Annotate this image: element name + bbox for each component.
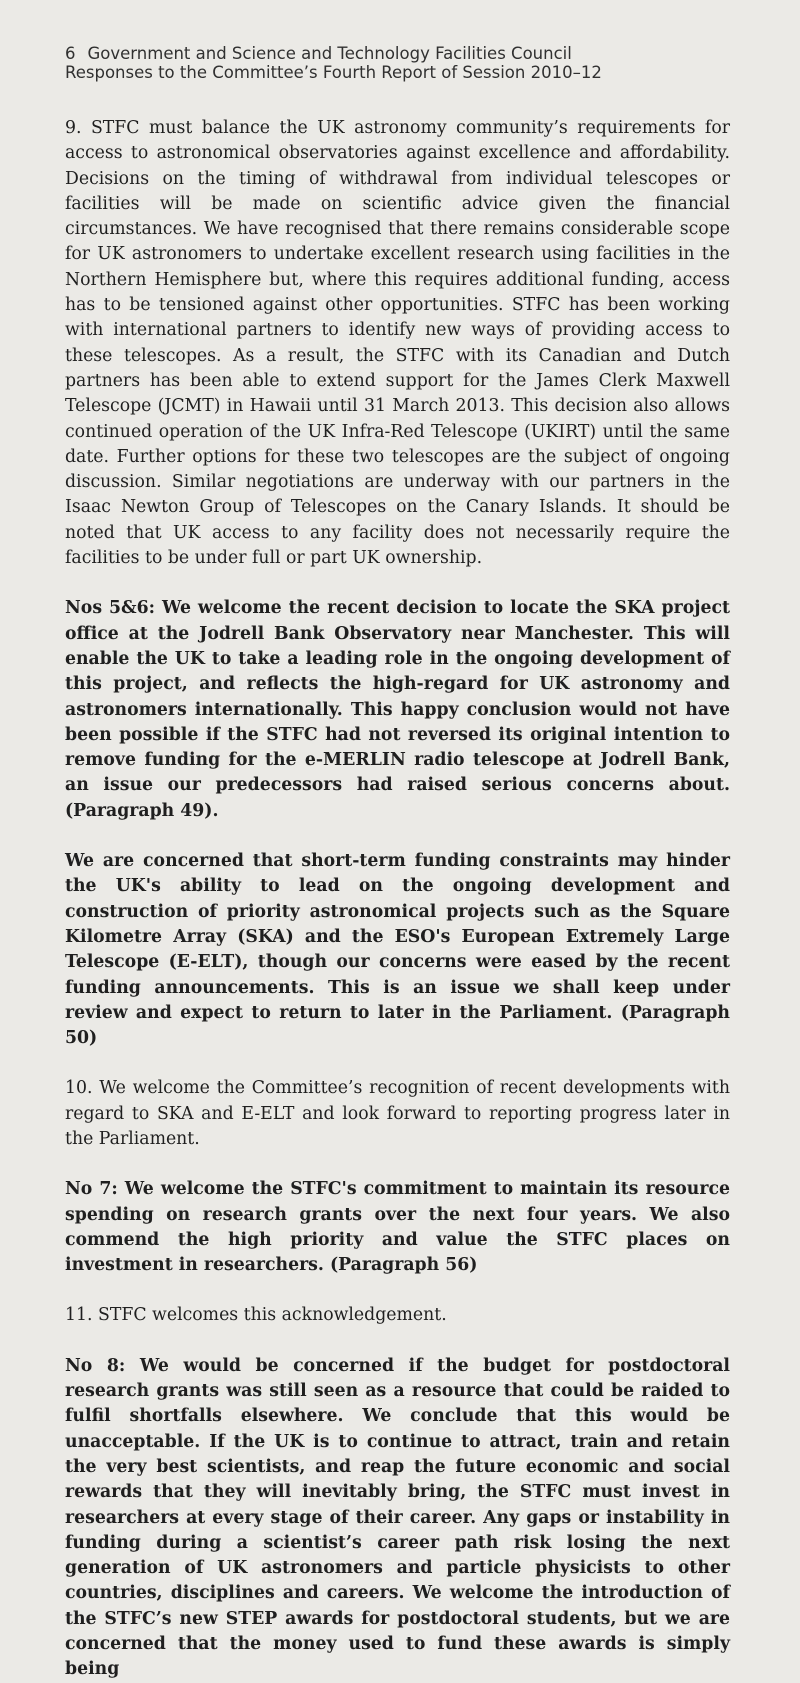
response-paragraph-9: 9. STFC must balance the UK astronomy community’s requirements for access to astronomical observatories against excellence and affordability. Decisions on the timing of withdrawal from individual telescopes or facilities will be made on scientific advice given the financial circumstances. We have recognised that there remains considerable scope for UK astronomers to undertake excellent research using facilities in the Northern Hemisphere but, where this requires additional funding, access has to be tensioned against other opportunities. STFC has been working with international partners to identify new ways of providing access to these telescopes. As a result, the STFC with its Canadian and Dutch partners has been able to extend support for the James Clerk Maxwell Telescope (JCMT) in Hawaii until 31 March 2013. This decision also allows continued operation of the UK Infra-Red Telescope (UKIRT) until the same date. Further options for these two telescopes are the subject of ongoing discussion. Similar negotiations are underway with our partners in the Isaac Newton Group of Telescopes on the Canary Islands. It should be noted that UK access to any facility does not necessarily require the facilities to be under full or part UK ownership. (65, 118, 730, 569)
header-subtitle: Responses to the Committee’s Fourth Report of Session 2010–12 (65, 63, 602, 82)
recommendation-8: No 8: We would be concerned if the budget for postdoctoral research grants was still seen as a resource that could be raided to fulfil shortfalls elsewhere. We conclude that this would be unacceptable. If the UK is to continue to attract, train and retain the very best scientists, and reap the future economic and social rewards that they will inevitably bring, the STFC must invest in researchers at every stage of their career. Any gaps or instability in funding during a scientist’s career path risk losing the next generation of UK astronomers and particle physicists to other countries, disciplines and careers. We welcome the introduction of the STFC’s new STEP awards for postdoctoral students, but we are concerned that the money used to fund these awards is simply being (65, 1355, 730, 1680)
recommendation-5-6: Nos 5&6: We welcome the recent decision to locate the SKA project office at the Jodrell Bank Observatory near Manchester. This will enable the UK to take a leading role in the ongoing development of this project, and reflects the high-regard for UK astronomy and astronomers internationally. This happy conclusion would not have been possible if the STFC had not reversed its original intention to remove funding for the e-MERLIN radio telescope at Jodrell Bank, an issue our predecessors had raised serious concerns about. (Paragraph 49). (65, 598, 730, 821)
header-title: Government and Science and Technology Facilities Council (87, 44, 572, 63)
response-paragraph-11: 11. STFC welcomes this acknowledgement. (65, 1305, 447, 1326)
recommendation-concern-ska-eelt: We are concerned that short-term funding constraints may hinder the UK's ability to lead on the ongoing development and construction of priority astronomical projects such as the Square Kilometre Array (SKA) and the ESO's European Extremely Large Telescope (E-ELT), though our concerns were eased by the recent funding announcements. This is an issue we shall keep under review and expect to return to later in the Parliament. (Paragraph 50) (65, 851, 730, 1049)
recommendation-7: No 7: We welcome the STFC's commitment to maintain its resource spending on research grants over the next four years. We also commend the high priority and value the STFC places on investment in researchers. (Paragraph 56) (65, 1179, 730, 1276)
page-number: 6 (65, 44, 76, 63)
response-paragraph-10: 10. We welcome the Committee’s recognition of recent developments with regard to SKA and E-ELT and look forward to reporting progress later in the Parliament. (65, 1078, 730, 1149)
running-header (65, 44, 765, 82)
body-text (65, 116, 730, 1683)
